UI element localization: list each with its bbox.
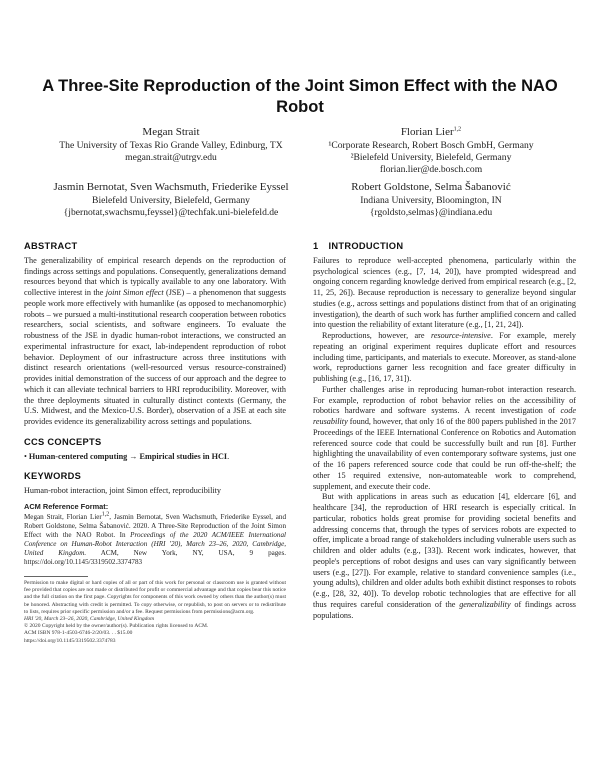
intro-paragraph: But with applications in areas such as education [4], eldercare [6], and healthcare [34], the reproduction of HRI research is especially critical. In particular, robotics holds great promise for providing societal benefits and addressing concerns that, through the types of services robots are expected to offer, implicate a broad range of stakeholders including vulnerable users such as children and older adults (e.g., [33]). Recent work indicates, however, that people's perceptions of robot designs and uses can vary significantly between users (e.g., [27]). For example, relative to standard convenience samples (i.e., young adults), children and older adults both exhibit distinct responses to robots (e.g., [28, 32, 40]). To develop robotic technologies that are effective for all thus requires careful consideration of the generalizability of findings across populations. (313, 492, 576, 620)
abstract-text: The generalizability of empirical research depends on the reproduction of findings across settings and populations. Consequently, generalizations demand resources beyond that which is typically available to any one laboratory. With collective interest in the joint Simon effect (JSE) – a phenomenon that suggests people work more effectively with humanlike (as opposed to mechanomorphic) robots – we pursued a multi-institutional research cooperation between robotics researchers, social scientists, and software engineers. To evaluate the robustness of the JSE in dyadic human-robot interactions, we constructed an experimental infrastructure for exact, lab-independent reproduction of robot behavior. Deployment of our infrastructure across three institutions with distinct research orientations (well-resourced versus resource-constrained) provides initial demonstration of the success of our approach and the degree to which it can alleviate technical barriers to HRI reproducibility. Moreover, with the three deployments situated in culturally distinct contexts (Germany, the U.S. Midwest, and the Mexico-U.S. Border), observation of a JSE at each site provides evidence its generalizability across settings and populations. (24, 255, 286, 426)
author-affiliation: Bielefeld University, Bielefeld, Germany (92, 194, 250, 206)
author-email: {rgoldsto,selmas}@indiana.edu (369, 206, 493, 218)
author-block (40, 126, 302, 164)
right-column (313, 241, 576, 621)
author-affiliation: ¹Corporate Research, Robert Bosch GmbH, Germany (328, 139, 534, 151)
copyright-line: © 2020 Copyright held by the owner/author(s). Publication rights licensed to ACM. (24, 623, 209, 630)
conference-info: HRI '20, March 23–26, 2020, Cambridge, United Kingdom (24, 616, 155, 623)
introduction-heading: 1 INTRODUCTION (313, 241, 404, 251)
isbn-line: ACM ISBN 978-1-4503-6746-2/20/03. . . $15.00 (24, 630, 133, 637)
reference-format-label: ACM Reference Format: (24, 501, 109, 511)
author-affiliation: Indiana University, Bloomington, IN (360, 194, 502, 206)
author-affiliation: The University of Texas Rio Grande Valley, Edinburg, TX (59, 139, 283, 151)
keywords-heading: KEYWORDS (24, 471, 82, 482)
intro-paragraph: Reproductions, however, are resource-intensive. For example, merely repeating an original experiment requires duplicate effort and resources including time, participants, and materials to execute. Moreover, as stand-alone work, reproductions garner less recognition and face greater difficulty in publishing (e.g., [16, 17, 31]). (313, 331, 577, 383)
intro-paragraph: Failures to reproduce well-accepted phenomena, particularly within the psychological sciences (e.g., [7, 14, 20]), have prompted widespread and ongoing concern regarding knowledge derived from empirical research (e.g., [2, 11, 25, 26]). Because reproduction is necessary to generalize beyond singular studies (e.g., across settings and populations distinct from that of an originating investigation), the dearth of such work has further amplified concern and called into question the reliability of extant literature (e.g., [1, 21, 24]). (313, 255, 576, 330)
footnote-divider (24, 576, 88, 577)
abstract-emphasis: joint Simon effect (105, 288, 164, 297)
keywords-text: Human-robot interaction, joint Simon effect, reproducibility (24, 486, 221, 495)
ccs-heading: CCS CONCEPTS (24, 436, 102, 447)
permission-notice: Permission to make digital or hard copies of all or part of this work for personal or classroom use is granted without fee provided that copies are not made or distributed for profit or commercial advantage and that copies bear this notice and the full citation on the first page. Copyrights for components of this work owned by others than the author(s) must be honored. Abstracting with credit is permitted. To copy otherwise, or republish, to post on servers or to redistribute to lists, requires prior specific permission and/or a fee. Request permissions from permissions@acm.org. (24, 580, 286, 615)
author-block (300, 181, 562, 219)
author-email: florian.lier@de.bosch.com (379, 164, 483, 176)
intro-paragraph: Further challenges arise in reproducing human-robot interaction research. For example, reproduction of robot behavior relies on the accessibility of robotics hardware and software systems. A recent investigation of code reusability found, however, that only 16 of the 800 papers published in the 2017 Proceedings of the IEEE International Conference on Robotics and Automation referenced source code that could be successfully built and run [8]. Further highlighting the unavailability of even contemporary software systems, just one of the 16 papers referenced source code that could be run off-the-shelf; the other 15 required extensive, non-automateable work to comprehend, supplement, and execute their code. (313, 384, 576, 491)
doi-line: https://doi.org/10.1145/3319502.3374783 (24, 637, 116, 644)
abstract-heading: ABSTRACT (24, 241, 78, 251)
author-name: Florian Lier$^{1,2}$ (400, 126, 462, 138)
author-affiliation: ²Bielefeld University, Bielefeld, Germany (350, 151, 512, 163)
author-email: megan.strait@utrgv.edu (125, 151, 217, 163)
author-block (52, 181, 290, 219)
affiliation-superscript: 1,2 (453, 126, 462, 133)
author-name: Jasmin Bernotat, Sven Wachsmuth, Friederike Eyssel (53, 181, 289, 193)
author-name: Robert Goldstone, Selma Šabanović (351, 181, 511, 193)
left-column (24, 241, 286, 645)
reference-format-text: Megan Strait, Florian Lier$^{1,2}$, Jasmin Bernotat, Sven Wachsmuth, Friederike Eyssel, and Robert Goldstone, Selma Šabanović. 2020. A Three-Site Reproduction of the Joint Simon Effect with the NAO Robot. In Proceedings of the 2020 ACM/IEEE International Conference on Human-Robot Interaction (HRI '20), March 23–26, 2020, Cambridge, United Kingdom. ACM, New York, NY, USA, 9 pages. https://doi.org/10.1145/3319502.3374783 (24, 511, 286, 566)
author-name: Megan Strait (142, 126, 200, 138)
author-email: {jbernotat,swachsmu,feyssel}@techfak.uni-bielefeld.de (63, 206, 279, 218)
ccs-concepts: • Human-centered computing → Empirical studies in HCI. (24, 451, 230, 461)
author-block (300, 126, 562, 177)
paper-title: A Three-Site Reproduction of the Joint Simon Effect with the NAO Robot (42, 77, 558, 116)
